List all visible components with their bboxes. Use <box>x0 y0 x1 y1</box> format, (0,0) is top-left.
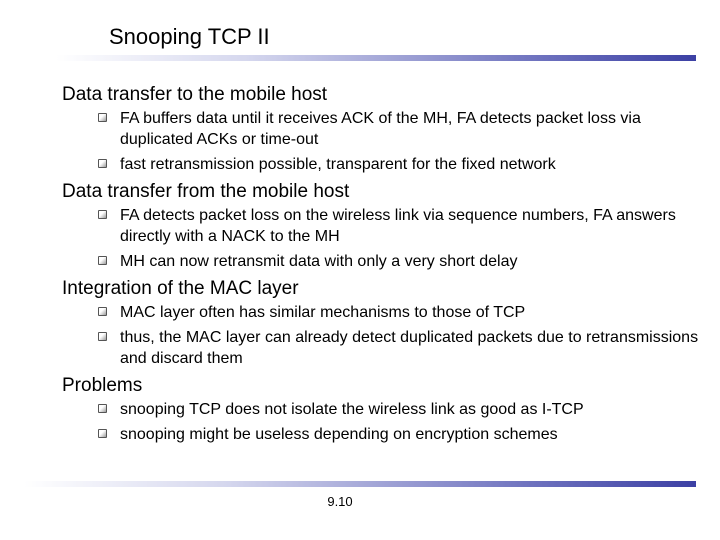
section-mac-integration <box>62 276 702 369</box>
bullet-item <box>62 251 702 272</box>
checkbox-square-icon <box>98 307 107 316</box>
bullet-text: MH can now retransmit data with only a very short delay <box>120 253 518 270</box>
bullet-text: FA detects packet loss on the wireless link via sequence numbers, FA answers directly with a NACK to the MH <box>120 207 676 245</box>
checkbox-square-icon <box>98 210 107 219</box>
section-heading: Data transfer from the mobile host <box>62 181 350 202</box>
checkbox-square-icon <box>98 113 107 122</box>
section-data-to-mobile <box>62 82 702 175</box>
section-heading: Problems <box>62 375 143 396</box>
footer-bar <box>24 481 696 487</box>
checkbox-square-icon <box>98 429 107 438</box>
checkbox-square-icon <box>98 159 107 168</box>
bullet-list <box>62 399 702 445</box>
bullet-item <box>62 399 702 420</box>
bullet-list <box>62 205 702 272</box>
section-heading: Integration of the MAC layer <box>62 278 299 299</box>
bullet-item <box>62 205 702 247</box>
bullet-text: snooping might be useless depending on encryption schemes <box>120 426 558 443</box>
bullet-text: thus, the MAC layer can already detect duplicated packets due to retransmissions and discard them <box>120 329 699 367</box>
bullet-text: MAC layer often has similar mechanisms to those of TCP <box>120 304 526 321</box>
bullet-item <box>62 108 702 150</box>
checkbox-square-icon <box>98 332 107 341</box>
title-underline-bar <box>56 55 696 61</box>
slide-title: Snooping TCP II <box>109 24 270 49</box>
slide-content <box>62 82 702 449</box>
section-problems <box>62 373 702 445</box>
bullet-text: FA buffers data until it receives ACK of the MH, FA detects packet loss via duplicated ACKs or time-out <box>120 110 641 148</box>
bullet-text: fast retransmission possible, transparent for the fixed network <box>120 156 556 173</box>
bullet-item <box>62 424 702 445</box>
bullet-text: snooping TCP does not isolate the wireless link as good as I-TCP <box>120 401 584 418</box>
bullet-item <box>62 154 702 175</box>
bullet-item <box>62 327 702 369</box>
section-data-from-mobile <box>62 179 702 272</box>
bullet-item <box>62 302 702 323</box>
bullet-list <box>62 302 702 369</box>
checkbox-square-icon <box>98 256 107 265</box>
checkbox-square-icon <box>98 404 107 413</box>
bullet-list <box>62 108 702 175</box>
section-heading: Data transfer to the mobile host <box>62 84 328 105</box>
page-number: 9.10 <box>327 494 353 509</box>
